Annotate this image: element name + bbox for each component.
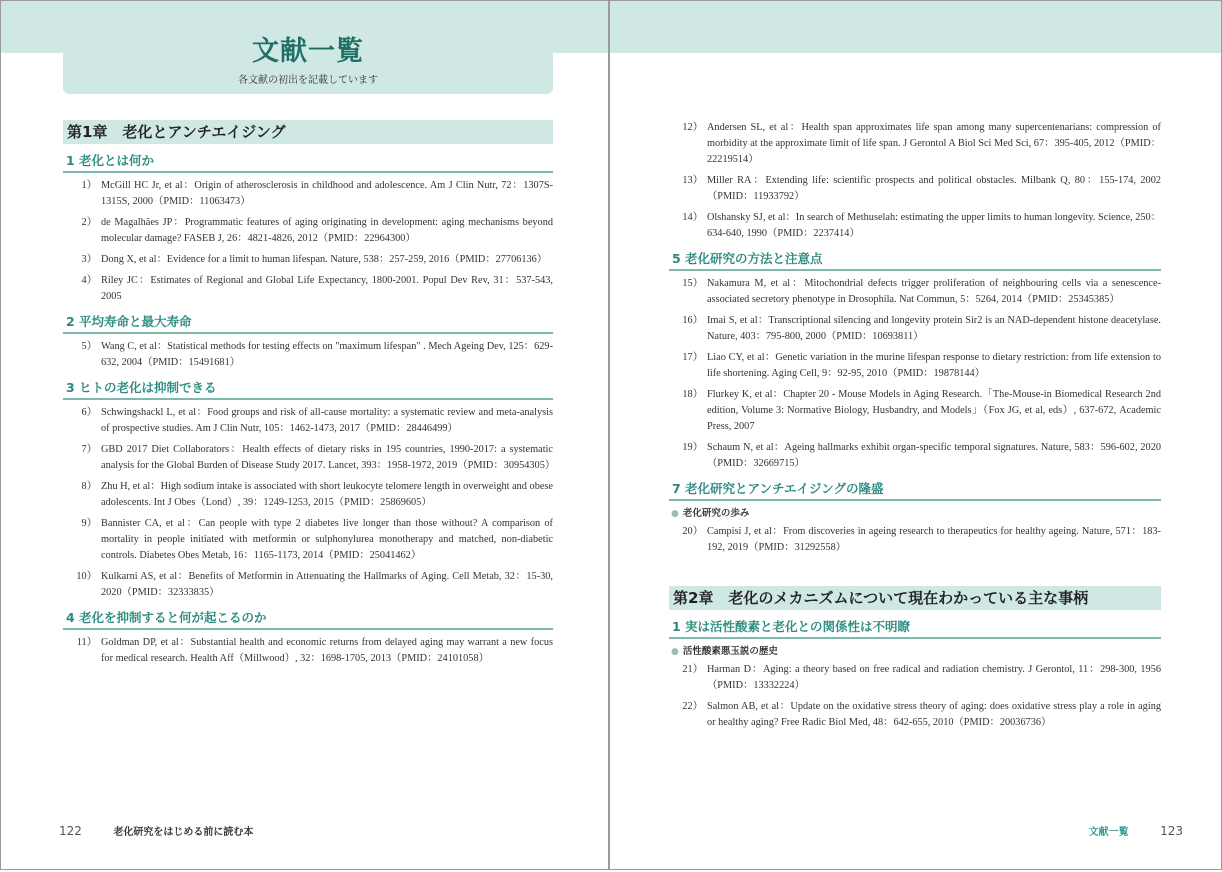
- right-page: [609, 0, 1222, 870]
- ref-number: 21）: [682, 664, 703, 675]
- ref-number: 19）: [682, 442, 703, 453]
- ref-text: Olshansky SJ, et al：In search of Methuselah: estimating the upper limits to human longevity. Science, 250：634-640, 1990（PMID：2237414）: [707, 212, 1161, 239]
- reference-item: [63, 442, 556, 474]
- ref-number: 10）: [76, 571, 97, 582]
- reference-item: [669, 524, 1161, 556]
- ref-text: Salmon AB, et al：Update on the oxidative stress theory of aging: does oxidative stress play a role in aging or healthy aging? Free Radic Biol Med, 48：642-655, 2010（PMID：20036736）: [707, 701, 1161, 728]
- reference-item: [669, 276, 1161, 308]
- ref-text: Liao CY, et al：Genetic variation in the murine lifespan response to dietary restriction: from life extension to life shortening. Aging Cell, 9：92-95, 2010（PMID：19878144）: [707, 352, 1161, 379]
- ref-number: 11）: [76, 637, 97, 648]
- section-heading: 2 平均寿命と最大寿命: [63, 313, 553, 334]
- ref-text: Nakamura M, et al：Mitochondrial defects trigger proliferation of neighbouring cells via a senescence-associated secretory phenotype in Drosophila. Nat Commun, 5：5264, 2014（PMID：25345385）: [707, 278, 1161, 305]
- ref-number: 5）: [81, 341, 97, 352]
- reference-item: [63, 405, 553, 437]
- left-footer: [59, 823, 253, 838]
- section-heading: 4 老化を抑制すると何が起こるのか: [63, 609, 553, 630]
- reference-item: [669, 387, 1161, 435]
- ref-number: 1）: [81, 180, 97, 191]
- ref-number: 17）: [682, 352, 703, 363]
- bullet-icon: ●: [671, 647, 679, 657]
- ref-number: 6）: [81, 407, 97, 418]
- reference-item: [63, 635, 553, 667]
- ref-text: Kulkarni AS, et al：Benefits of Metformin in Attenuating the Hallmarks of Aging. Cell Metab, 32：15-30, 2020（PMID：32333835）: [101, 571, 553, 598]
- ref-number: 14）: [682, 212, 703, 223]
- reference-item: [63, 479, 553, 511]
- ref-number: 12）: [682, 122, 703, 133]
- section-heading: 7 老化研究とアンチエイジングの隆盛: [669, 480, 1161, 501]
- reference-item: [669, 699, 1161, 731]
- page-number: 123: [1160, 824, 1183, 838]
- reference-item: [669, 210, 1161, 242]
- ref-number: 20）: [682, 526, 703, 537]
- reference-item: [669, 120, 1161, 168]
- ref-text: de Magalhães JP：Programmatic features of aging originating in development: aging mechanisms beyond molecular damage? FASEB J, 26：4821-4826, 2012（PMID：22964300）: [101, 217, 553, 244]
- ref-text: Miller RA：Extending life: scientific prospects and political obstacles. Milbank Q, 80：155-174, 2002（PMID：11933792）: [707, 175, 1161, 202]
- section-heading: 1 実は活性酸素と老化との関係性は不明瞭: [669, 618, 1161, 639]
- ref-number: 9）: [81, 518, 97, 529]
- ref-text: Dong X, et al：Evidence for a limit to human lifespan. Nature, 538：257-259, 2016（PMID：27706136）: [101, 254, 548, 265]
- ref-text: McGill HC Jr, et al：Origin of atherosclerosis in childhood and adolescence. Am J Clin Nutr, 72：1307S-1315S, 2000（PMID：11063473）: [101, 180, 553, 207]
- ref-text: Imai S, et al：Transcriptional silencing and longevity protein Sir2 is an NAD-dependent histone deacetylase. Nature, 403：795-800, 2000（PMID：10693811）: [707, 315, 1161, 342]
- reference-item: [63, 516, 553, 564]
- title-box: [63, 1, 553, 94]
- reference-item: [669, 350, 1161, 382]
- right-content: [669, 120, 1161, 736]
- section-heading: 3 ヒトの老化は抑制できる: [63, 379, 553, 400]
- reference-item: [63, 252, 553, 268]
- ref-text: Bannister CA, et al：Can people with type 2 diabetes live longer than those without? A comparison of mortality in people initiated with metformin or sulphonylurea monotherapy and matched, non-diabetic controls. Diabetes Obes Metab, 16：1165-1173, 2014（PMID：25041462）: [101, 518, 553, 561]
- page-subtitle: 各文献の初出を記載しています: [238, 75, 378, 86]
- ref-text: Campisi J, et al：From discoveries in ageing research to therapeutics for healthy ageing. Nature, 571：183-192, 2019（PMID：31292558）: [707, 526, 1161, 553]
- reference-item: [669, 662, 1161, 694]
- subsection-label: 老化研究の歩み: [682, 508, 750, 519]
- ref-number: 22）: [682, 701, 703, 712]
- ref-number: 3）: [81, 254, 97, 265]
- ref-text: Zhu H, et al：High sodium intake is associated with short leukocyte telomere length in overweight and obese adolescents. Int J Obes（Lond）, 39：1249-1253, 2015（PMID：25869605）: [101, 481, 553, 508]
- ref-text: Andersen SL, et al：Health span approximates life span among many supercentenarians: compression of morbidity at the approximate limit of life span. J Gerontol A Biol Sci Med Sci, 67：395-405, 2012（PMID：22219514）: [707, 122, 1161, 165]
- ref-text: Wang C, et al：Statistical methods for testing effects on "maximum lifespan" . Mech Ageing Dev, 125：629-632, 2004（PMID：15491681）: [101, 341, 553, 368]
- subsection-heading: [671, 507, 1161, 521]
- ref-text: Schwingshackl L, et al：Food groups and risk of all-cause mortality: a systematic review and meta-analysis of prospective studies. Am J Clin Nutr, 105：1462-1473, 2017（PMID：28446499）: [101, 407, 553, 434]
- chapter-heading: 第1章 老化とアンチエイジング: [63, 120, 553, 144]
- reference-item: [669, 440, 1161, 472]
- ref-number: 4）: [81, 275, 97, 286]
- left-page: [0, 0, 609, 870]
- chapter-heading: 第2章 老化のメカニズムについて現在わかっている主な事柄: [669, 586, 1161, 610]
- page-number: 122: [59, 824, 82, 838]
- ref-text: Schaum N, et al：Ageing hallmarks exhibit organ-specific temporal signatures. Nature, 583：596-602, 2020（PMID：32669715）: [707, 442, 1161, 469]
- reference-item: [63, 339, 553, 371]
- section-heading: 5 老化研究の方法と注意点: [669, 250, 1161, 271]
- subsection-heading: [671, 645, 1161, 659]
- reference-item: [669, 173, 1161, 205]
- left-content: [63, 120, 556, 672]
- ref-number: 18）: [682, 389, 703, 400]
- section-heading: 1 老化とは何か: [63, 152, 553, 173]
- ref-number: 15）: [682, 278, 703, 289]
- bullet-icon: ●: [671, 509, 679, 519]
- ref-number: 2）: [81, 217, 97, 228]
- ref-text: Harman D：Aging: a theory based on free radical and radiation chemistry. J Gerontol, 11：298-300, 1956（PMID：13332224）: [707, 664, 1161, 691]
- right-footer: [1089, 823, 1183, 838]
- page-title: 文献一覧: [252, 36, 364, 67]
- running-head: 文献一覧: [1088, 827, 1129, 838]
- reference-item: [63, 178, 553, 210]
- ref-number: 13）: [682, 175, 703, 186]
- top-band: [610, 1, 1221, 53]
- subsection-label: 活性酸素悪玉説の歴史: [682, 646, 778, 657]
- reference-item: [63, 273, 553, 305]
- reference-item: [669, 313, 1161, 345]
- ref-number: 8）: [81, 481, 97, 492]
- ref-number: 16）: [682, 315, 703, 326]
- ref-number: 7）: [81, 444, 97, 455]
- reference-item: [63, 215, 553, 247]
- book-title: 老化研究をはじめる前に読む本: [113, 827, 254, 838]
- ref-text: Riley JC：Estimates of Regional and Global Life Expectancy, 1800-2001. Popul Dev Rev, 31：537-543, 2005: [101, 275, 553, 302]
- reference-item: [63, 569, 553, 601]
- ref-text: Goldman DP, et al：Substantial health and economic returns from delayed aging may warrant a new focus for medical research. Health Aff（Millwood）, 32：1698-1705, 2013（PMID：24101058）: [101, 637, 553, 664]
- ref-text: Flurkey K, et al：Chapter 20 - Mouse Models in Aging Research.「The-Mouse-in Biomedical Research 2nd edition, Volume 3: Normative Biology, Husbandry, and Models」（Fox JG, et al, eds）, 637-672, Academic Press, 2007: [707, 389, 1161, 432]
- ref-text: GBD 2017 Diet Collaborators：Health effects of dietary risks in 195 countries, 1990-2017: a systematic analysis for the Global Burden of Disease Study 2017. Lancet, 393：1958-1972, 2019（PMID：30954305）: [101, 444, 556, 471]
